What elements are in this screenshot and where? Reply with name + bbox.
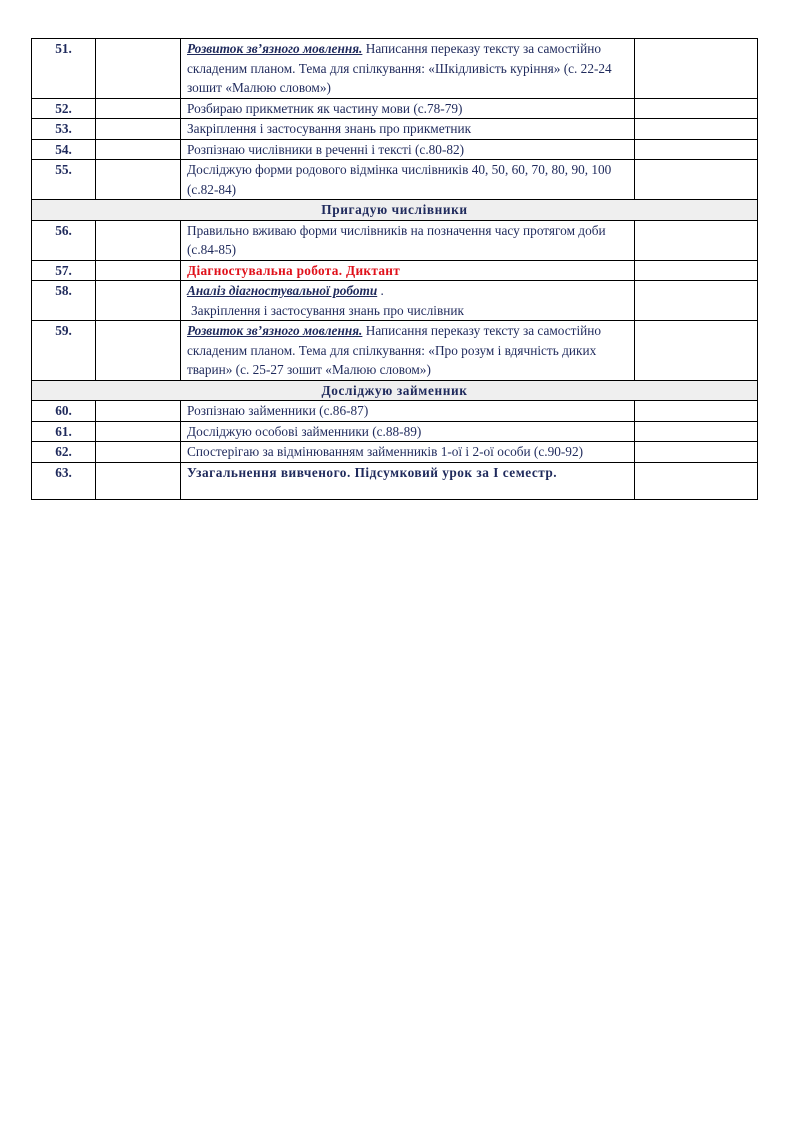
notes-cell [635,39,758,99]
lesson-topic: Розбираю прикметник як частину мови (с.78-79) [181,98,635,119]
lesson-topic: Досліджую особові займенники (с.88-89) [181,421,635,442]
document-page [31,38,757,500]
lesson-topic-lead-tail: . [377,283,384,298]
section-header-row [32,380,758,401]
table-row [32,260,758,281]
lesson-topic: Досліджую форми родового відмінка числівників 40, 50, 60, 70, 80, 90, 100 (с.82-84) [181,160,635,200]
lesson-number: 59. [32,321,96,381]
lesson-topic: Закріплення і застосування знань про прикметник [181,119,635,140]
lesson-topic [181,39,635,99]
section-header-row [32,200,758,221]
lesson-topic-lead: Розвиток зв’язного мовлення. [187,323,363,338]
lesson-topic [181,281,635,321]
lesson-topic [181,462,635,499]
table-row [32,462,758,499]
lesson-number: 56. [32,220,96,260]
table-row [32,281,758,321]
date-cell [96,139,181,160]
lesson-topic [181,260,635,281]
lesson-topic: Розпізнаю займенники (с.86-87) [181,401,635,422]
date-cell [96,281,181,321]
table-row [32,421,758,442]
lesson-topic: Правильно вживаю форми числівників на позначення часу протягом доби (с.84-85) [181,220,635,260]
notes-cell [635,119,758,140]
section-title: Пригадую числівники [32,200,758,221]
lesson-plan-table [31,38,758,500]
table-row [32,160,758,200]
date-cell [96,462,181,499]
date-cell [96,220,181,260]
lesson-topic-text: Написання переказу тексту за самостійно складеним планом. Тема для спілкування: «Про розум і вдячність диких тварин» (с. 25-27 зошит «Малюю словом») [187,323,602,377]
table-row [32,442,758,463]
notes-cell [635,462,758,499]
table-row [32,220,758,260]
lesson-number: 53. [32,119,96,140]
table-row [32,119,758,140]
section-title: Досліджую займенник [32,380,758,401]
notes-cell [635,321,758,381]
lesson-topic: Спостерігаю за відмінюванням займенників 1-ої і 2-ої особи (с.90-92) [181,442,635,463]
lesson-number: 52. [32,98,96,119]
lesson-topic-lead: Аналіз діагностувальної роботи [187,283,378,298]
table-row [32,139,758,160]
notes-cell [635,401,758,422]
notes-cell [635,139,758,160]
lesson-number: 62. [32,442,96,463]
diagnostic-work-label: Діагностувальна робота. Диктант [187,262,401,278]
notes-cell [635,160,758,200]
table-row [32,98,758,119]
lesson-number: 57. [32,260,96,281]
lesson-number: 58. [32,281,96,321]
date-cell [96,421,181,442]
notes-cell [635,98,758,119]
lesson-topic: Розпізнаю числівники в реченні і тексті (с.80-82) [181,139,635,160]
date-cell [96,119,181,140]
semester-summary-label: Узагальнення вивченого. Підсумковий урок за І семестр. [187,464,558,480]
lesson-number: 55. [32,160,96,200]
date-cell [96,98,181,119]
notes-cell [635,260,758,281]
lesson-topic [181,321,635,381]
date-cell [96,442,181,463]
lesson-number: 54. [32,139,96,160]
date-cell [96,260,181,281]
lesson-number: 60. [32,401,96,422]
notes-cell [635,442,758,463]
table-row [32,401,758,422]
lesson-topic-text: Написання переказу тексту за самостійно складеним планом. Тема для спілкування: «Шкідливість куріння» (с. 22-24 зошит «Малюю словом») [187,41,612,95]
notes-cell [635,421,758,442]
table-row [32,39,758,99]
lesson-topic-lead: Розвиток зв’язного мовлення. [187,41,363,56]
lesson-number: 63. [32,462,96,499]
lesson-number: 51. [32,39,96,99]
table-row [32,321,758,381]
date-cell [96,160,181,200]
date-cell [96,39,181,99]
lesson-number: 61. [32,421,96,442]
lesson-topic-text: Закріплення і застосування знань про числівник [191,302,464,318]
date-cell [96,321,181,381]
notes-cell [635,220,758,260]
notes-cell [635,281,758,321]
date-cell [96,401,181,422]
